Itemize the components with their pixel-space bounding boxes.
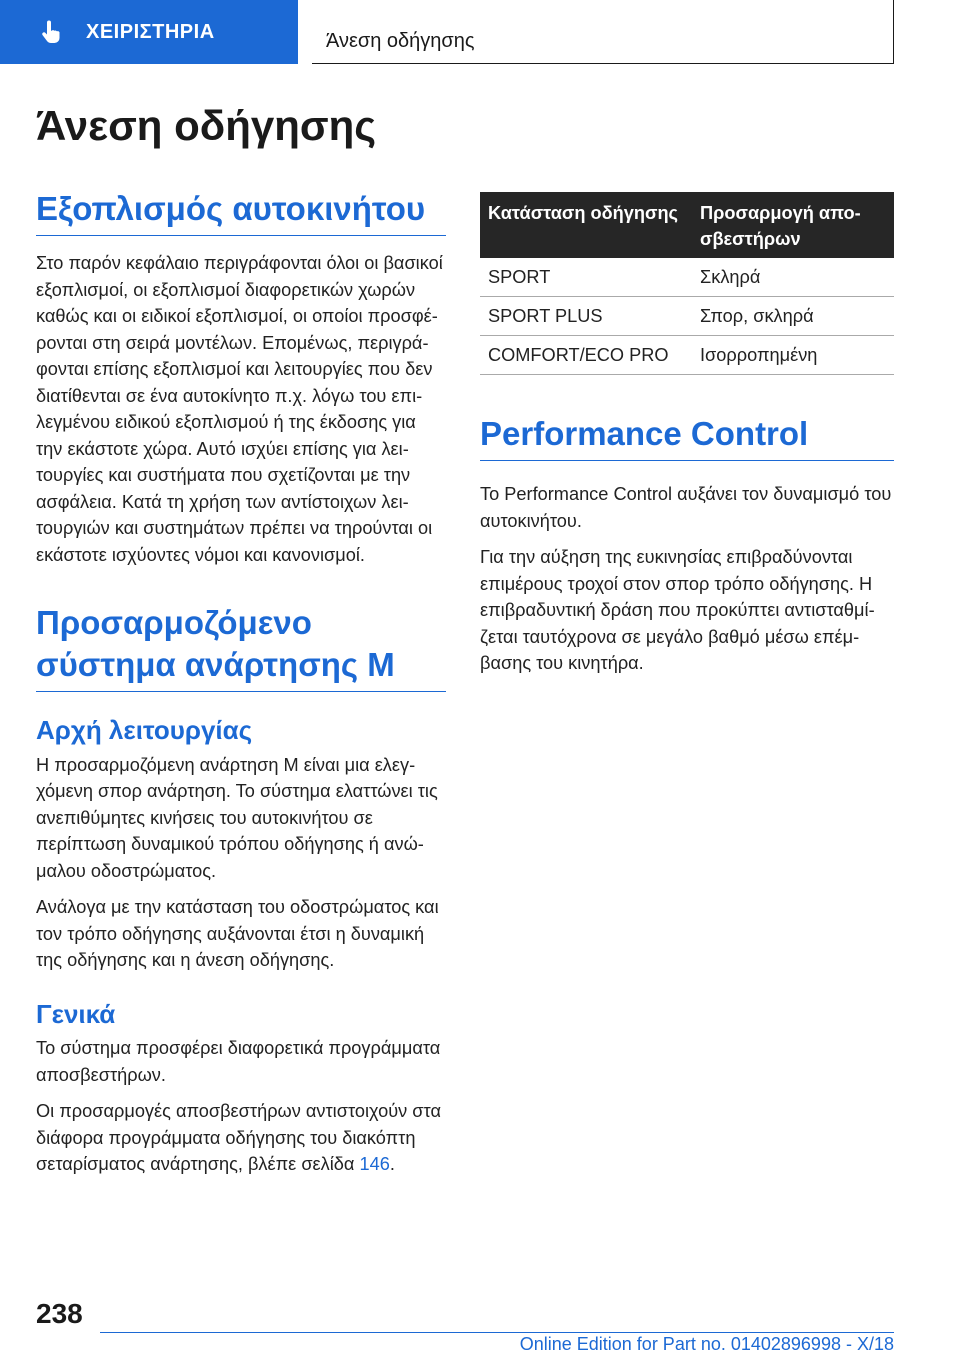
footer-divider — [100, 1332, 894, 1333]
general-paragraph-1: Το σύστημα προσφέρει διαφορετικά προγράμματα αποσβεστήρων. — [36, 1038, 441, 1085]
table-cell: Ισορροπημένη — [692, 336, 894, 375]
section-equipment-body: Στο παρόν κεφάλαιο περιγράφονται όλοι οι βασικοί εξοπλισμοί, οι εξοπλισμοί διαφορετικών χωρών καθώς και οι ειδικοί εξοπλισμοί, οι οποίοι προσφέρονται στη σειρά μοντέλων. Επομένως, περιγράφονται επίσης εξοπλισμοί και λειτουργίες που δεν διατίθενται σε ένα αυτοκίνητο π.χ. λόγω του επιλεγμένου ειδικού εξοπλισμού ή της έκδοσης για την εκάστοτε χώρα. Αυτό ισχύει επίσης για λειτουργίες και συστήματα που σχετίζονται με την ασφάλεια. Κατά τη χρήση των αντίστοιχων λειτουργιών και συστημάτων πρέπει να τηρούνται οι εκάστοτε ισχύοντες νόμοι και κανονισμοί. — [36, 253, 443, 565]
page-number: 238 — [36, 1298, 83, 1329]
table-cell: SPORT PLUS — [480, 297, 692, 336]
table-row — [480, 297, 894, 336]
right-column — [480, 192, 894, 677]
principle-paragraph-1: Η προσαρμοζόμενη ανάρτηση M είναι μια ελεγχόμενη σπορ ανάρτηση. Το σύστημα ελαττώνει τις ανεπιθύμητες κινήσεις του αυτοκινήτου σε περίπτωση δυναμικού τρόπου οδήγησης ή ανώμαλου οδοστρώματος. — [36, 754, 438, 881]
section-performance-title: Performance Control — [480, 413, 894, 461]
left-column — [36, 188, 446, 1178]
hand-pointer-icon — [38, 19, 64, 45]
general-title: Γενικά — [36, 998, 116, 1029]
general-paragraph-2-text: Οι προσαρμογές αποσβεστήρων αντιστοιχούν στα διάφορα προγράμματα οδήγησης του διακόπτη σεταρίσματος ανάρτησης, βλέπε σελίδα — [36, 1101, 441, 1175]
table-header-driving-mode: Κατάσταση οδήγησης — [480, 192, 692, 258]
header-tab[interactable] — [0, 0, 298, 64]
table-header-damper-setting: Προσαρμογή αποσβεστήρων — [692, 192, 894, 258]
table-row — [480, 336, 894, 375]
page-reference-link[interactable]: 146 — [359, 1154, 390, 1175]
edition-text: Online Edition for Part no. 01402896998 - X/18 — [519, 1334, 894, 1354]
principle-title: Αρχή λειτουργίας — [36, 714, 253, 745]
table-cell: SPORT — [480, 258, 692, 297]
section-suspension-title: Προσαρμοζόμενο σύστημα ανάρτησης M — [36, 602, 446, 692]
page-title: Άνεση οδήγησης — [36, 102, 377, 149]
damper-table — [480, 192, 894, 375]
principle-paragraph-2: Ανάλογα με την κατάσταση του οδοστρώματος και τον τρόπο οδήγησης αυξάνονται έτσι η δυναμική της οδήγησης και η άνεση οδήγησης. — [36, 897, 439, 971]
breadcrumb-text: Άνεση οδήγησης — [326, 30, 475, 52]
general-paragraph-2-end: . — [389, 1154, 395, 1175]
general-paragraph-2 — [36, 1098, 446, 1178]
table-cell: Σπορ, σκληρά — [692, 297, 894, 336]
section-equipment-title: Εξοπλισμός αυτοκινήτου — [36, 188, 446, 236]
performance-paragraph-1: Το Performance Control αυξάνει τον δυναμισμό του αυτοκινήτου. — [480, 484, 892, 531]
breadcrumb — [312, 0, 894, 64]
table-cell: COMFORT/ECO PRO — [480, 336, 692, 375]
table-header-row — [480, 192, 894, 258]
table-cell: Σκληρά — [692, 258, 894, 297]
performance-paragraph-2: Για την αύξηση της ευκινησίας επιβραδύνονται επιμέρους τροχοί στον σπορ τρόπο οδήγησης. Η επιβραδυντική δράση που προκύπτει αντισταθμίζεται ταυτόχρονα σε μεγάλο βαθμό μέσω επέμβασης του κινητήρα. — [480, 547, 875, 674]
table-row — [480, 258, 894, 297]
header-tab-label: ΧΕΙΡΙΣΤΗΡΙΑ — [86, 20, 215, 43]
